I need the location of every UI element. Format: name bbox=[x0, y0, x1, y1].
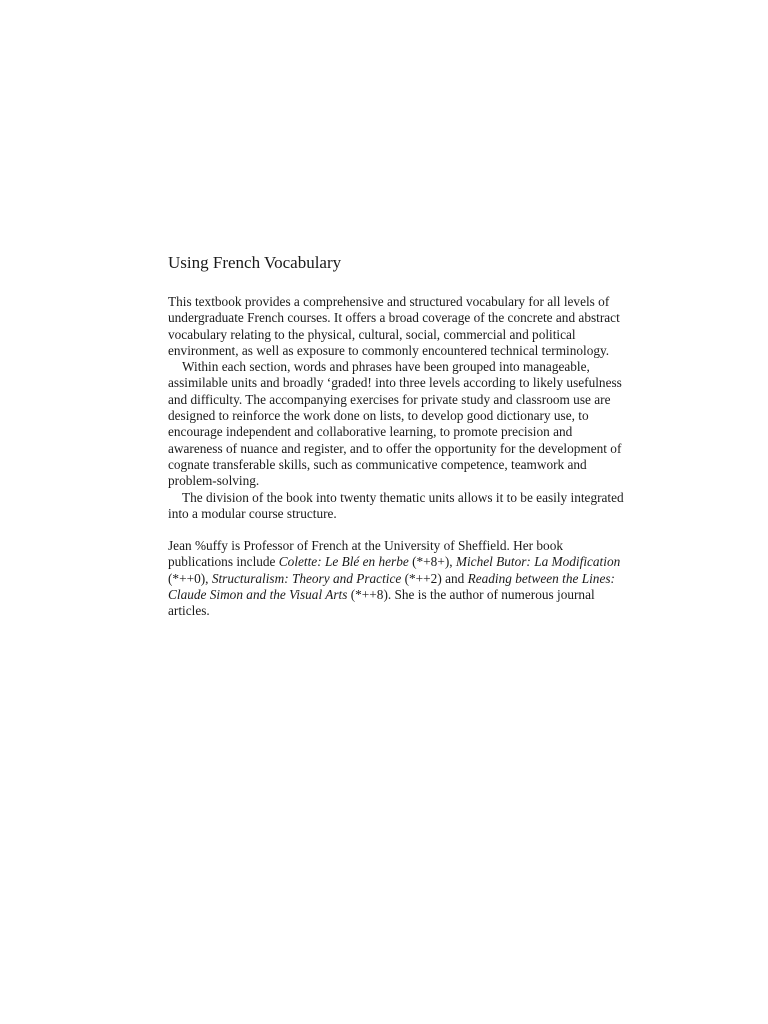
spacer bbox=[168, 522, 630, 538]
bio-year-2: (*++0), bbox=[168, 570, 212, 586]
bio-work-3: Structuralism: Theory and Practice bbox=[211, 570, 402, 586]
blurb-block bbox=[168, 252, 630, 620]
book-title: Using French Vocabulary bbox=[168, 253, 342, 272]
bio-work-1: Colette: Le Blé en herbe bbox=[278, 554, 409, 570]
description-paragraph-3: The division of the book into twenty thematic units allows it to be easily integrated into a modular course structure. bbox=[168, 489, 624, 521]
bio-work-2: Michel Butor: La Modification bbox=[455, 554, 621, 570]
bio-intro: Jean %uffy is Professor of French at the University of Sheffield. Her book publications include bbox=[168, 538, 564, 570]
description-paragraph-1: This textbook provides a comprehensive and structured vocabulary for all levels of undergraduate French courses. It offers a broad coverage of the concrete and abstract vocabulary relating to the physical, cultural, social, commercial and political environment, as well as exposure to commonly encountered technical terminology. bbox=[168, 294, 620, 358]
bio-year-4: (*++8). She is the author of numerous journal articles. bbox=[168, 587, 595, 619]
bio-work-4: Reading between the Lines: Claude Simon and the Visual Arts bbox=[168, 570, 615, 603]
author-bio bbox=[168, 538, 630, 619]
bio-year-1: (*+8+), bbox=[408, 554, 456, 570]
bio-year-3: (*++2) and bbox=[401, 570, 468, 586]
description-paragraph-2: Within each section, words and phrases have been grouped into manageable, assimilable units and broadly ‘graded! into three levels according to likely usefulness and difficulty. The accompanying exercises for private study and classroom use are designed to reinforce the work done on lists, to develop good dictionary use, to encourage independent and collaborative learning, to promote precision and awareness of nuance and register, and to offer the opportunity for the development of cognate transferable skills, such as communicative competence, teamwork and problem-solving. bbox=[168, 359, 622, 489]
